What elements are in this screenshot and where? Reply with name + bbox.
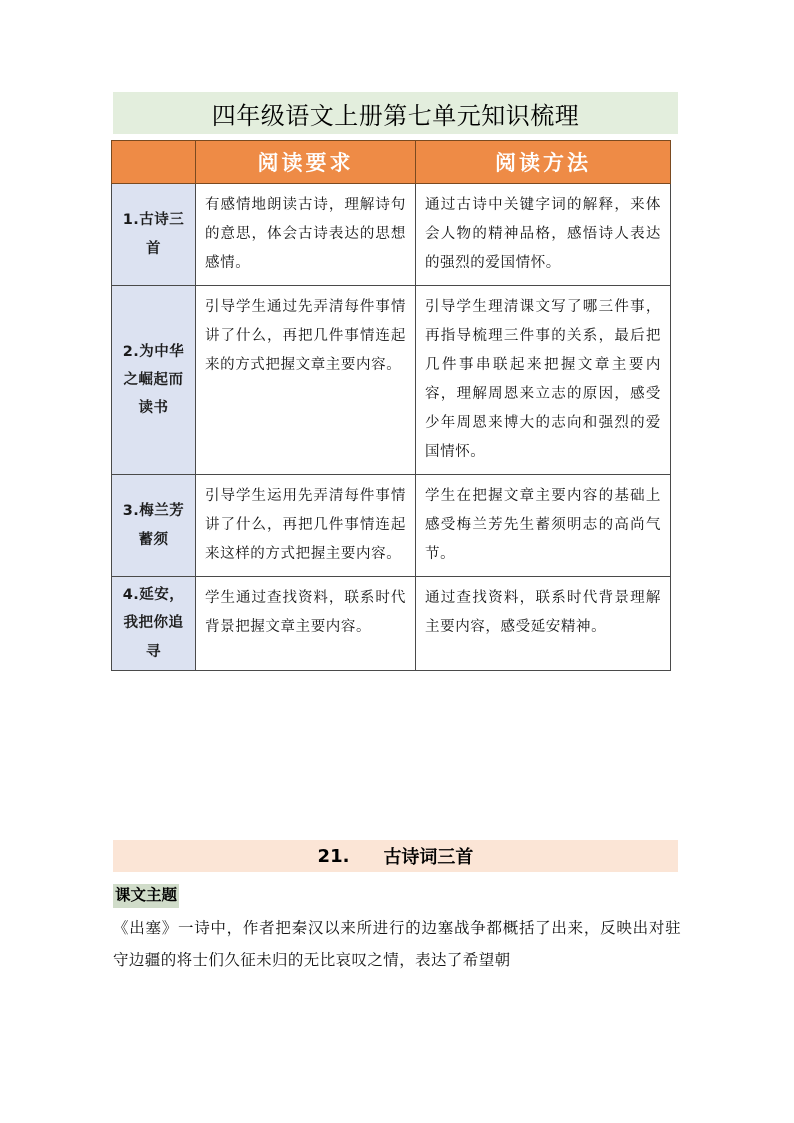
reading-requirement-cell: 引导学生运用先弄清每件事情讲了什么，再把几件事情连起来这样的方式把握主要内容。 — [196, 475, 416, 577]
lesson-name-cell: 2.为中华之崛起而读书 — [112, 286, 196, 475]
column-header-reading-requirement: 阅读要求 — [196, 141, 416, 184]
lesson-name-cell: 1.古诗三首 — [112, 184, 196, 286]
table-body — [112, 184, 671, 671]
lesson-name-cell: 4.延安，我把你追寻 — [112, 577, 196, 671]
table-row — [112, 184, 671, 286]
table-row — [112, 475, 671, 577]
lesson-name-cell: 3.梅兰芳蓄须 — [112, 475, 196, 577]
lesson-title: 古诗词三首 — [383, 847, 474, 868]
topic-label: 课文主题 — [113, 884, 179, 908]
column-header-lesson — [112, 141, 196, 184]
reading-requirement-cell: 引导学生通过先弄清每件事情讲了什么，再把几件事情连起来的方式把握文章主要内容。 — [196, 286, 416, 475]
column-header-reading-method: 阅读方法 — [416, 141, 671, 184]
lesson-heading — [113, 840, 678, 872]
reading-method-cell: 通过查找资料，联系时代背景理解主要内容，感受延安精神。 — [416, 577, 671, 671]
reading-method-cell: 引导学生理清课文写了哪三件事，再指导梳理三件事的关系，最后把几件事串联起来把握文章主要内容，理解周恩来立志的原因，感受少年周恩来博大的志向和强烈的爱国情怀。 — [416, 286, 671, 475]
table-row — [112, 286, 671, 475]
reading-method-cell: 通过古诗中关键字词的解释，来体会人物的精神品格，感悟诗人表达的强烈的爱国情怀。 — [416, 184, 671, 286]
lesson-number: 21. — [317, 845, 350, 867]
topic-body-text: 《出塞》一诗中，作者把秦汉以来所进行的边塞战争都概括了出来，反映出对驻守边疆的将士们久征未归的无比哀叹之情，表达了希望朝 — [113, 919, 681, 970]
page-title: 四年级语文上册第七单元知识梳理 — [113, 92, 678, 134]
table-header-row — [112, 141, 671, 184]
table-header — [112, 141, 671, 184]
knowledge-table — [111, 140, 671, 671]
reading-requirement-cell: 有感情地朗读古诗，理解诗句的意思，体会古诗表达的思想感情。 — [196, 184, 416, 286]
reading-method-cell: 学生在把握文章主要内容的基础上感受梅兰芳先生蓄须明志的高尚气节。 — [416, 475, 671, 577]
reading-requirement-cell: 学生通过查找资料，联系时代背景把握文章主要内容。 — [196, 577, 416, 671]
table-row — [112, 577, 671, 671]
